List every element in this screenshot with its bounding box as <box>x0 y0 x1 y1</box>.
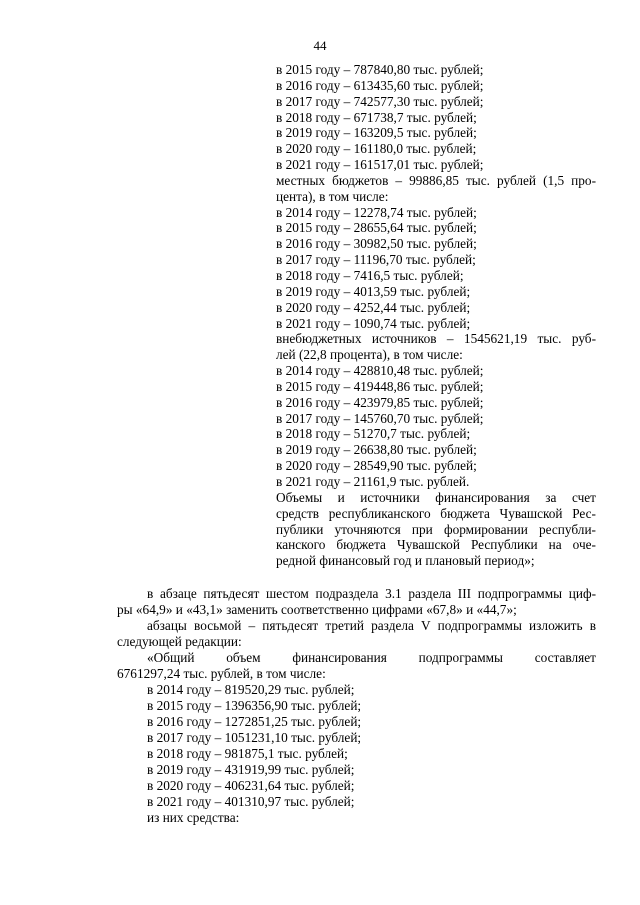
right-column-line: в 2017 году – 742577,30 тыс. рублей; <box>276 94 484 109</box>
right-column-line: в 2021 году – 1090,74 тыс. рублей; <box>276 316 471 331</box>
right-column-line: в 2018 году – 51270,7 тыс. рублей; <box>276 426 471 441</box>
body-line: из них средства: <box>147 810 240 825</box>
right-column-line: внебюджетных источников – 1545621,19 тыс. руб- <box>276 331 596 346</box>
right-column-line: в 2016 году – 613435,60 тыс. рублей; <box>276 78 484 93</box>
body-line: в 2018 году – 981875,1 тыс. рублей; <box>147 746 348 761</box>
page-number: 44 <box>313 38 327 53</box>
right-column-line: в 2015 году – 787840,80 тыс. рублей; <box>276 62 484 77</box>
right-column-line: в 2020 году – 28549,90 тыс. рублей; <box>276 458 477 473</box>
right-column-line: в 2021 году – 161517,01 тыс. рублей; <box>276 157 484 172</box>
body-line: в 2020 году – 406231,64 тыс. рублей; <box>147 778 355 793</box>
right-column-line: канского бюджета Чувашской Республики на оче- <box>276 537 596 552</box>
body-line: в 2017 году – 1051231,10 тыс. рублей; <box>147 730 362 745</box>
right-column-line: средств республиканского бюджета Чувашской Рес- <box>276 506 596 521</box>
body-line: абзацы восьмой – пятьдесят третий раздела V подпрограммы изложить в <box>147 618 596 633</box>
right-column-line: в 2019 году – 163209,5 тыс. рублей; <box>276 125 477 140</box>
right-column-line: в 2015 году – 28655,64 тыс. рублей; <box>276 220 477 235</box>
body-line: в 2019 году – 431919,99 тыс. рублей; <box>147 762 355 777</box>
right-column-line: в 2020 году – 161180,0 тыс. рублей; <box>276 141 477 156</box>
right-column-line: в 2016 году – 423979,85 тыс. рублей; <box>276 395 484 410</box>
right-column-line: в 2020 году – 4252,44 тыс. рублей; <box>276 300 471 315</box>
right-column-line: в 2016 году – 30982,50 тыс. рублей; <box>276 236 477 251</box>
body-line: в 2021 году – 401310,97 тыс. рублей; <box>147 794 355 809</box>
body-line: в 2016 году – 1272851,25 тыс. рублей; <box>147 714 362 729</box>
body-line: следующей редакции: <box>117 634 242 649</box>
right-column-line: в 2019 году – 4013,59 тыс. рублей; <box>276 284 471 299</box>
right-column-line: в 2015 году – 419448,86 тыс. рублей; <box>276 379 484 394</box>
right-column-line: местных бюджетов – 99886,85 тыс. рублей (1,5 про- <box>276 173 596 188</box>
right-column-line: в 2014 году – 428810,48 тыс. рублей; <box>276 363 484 378</box>
body-line: в 2014 году – 819520,29 тыс. рублей; <box>147 682 355 697</box>
right-column-line: в 2018 году – 671738,7 тыс. рублей; <box>276 110 477 125</box>
right-column-line: в 2019 году – 26638,80 тыс. рублей; <box>276 442 477 457</box>
right-column-line: в 2017 году – 11196,70 тыс. рублей; <box>276 252 476 267</box>
right-column-line: цента), в том числе: <box>276 189 389 204</box>
right-column-line: редной финансовый год и плановый период»; <box>276 553 535 568</box>
right-column-line: в 2021 году – 21161,9 тыс. рублей. <box>276 474 470 489</box>
right-column-line: публики уточняются при формировании республи- <box>276 522 596 537</box>
right-column-line: в 2017 году – 145760,70 тыс. рублей; <box>276 411 484 426</box>
body-line: в абзаце пятьдесят шестом подраздела 3.1 раздела III подпрограммы циф- <box>147 586 596 601</box>
body-line: 6761297,24 тыс. рублей, в том числе: <box>117 666 326 681</box>
body-line: ры «64,9» и «43,1» заменить соответственно цифрами «67,8» и «44,7»; <box>117 602 517 617</box>
right-column-line: в 2014 году – 12278,74 тыс. рублей; <box>276 205 477 220</box>
right-column-line: в 2018 году – 7416,5 тыс. рублей; <box>276 268 464 283</box>
body-line: в 2015 году – 1396356,90 тыс. рублей; <box>147 698 362 713</box>
right-column-line: Объемы и источники финансирования за счет <box>276 490 596 505</box>
body-line: «Общий объем финансирования подпрограммы составляет <box>147 650 596 665</box>
right-column-line: лей (22,8 процента), в том числе: <box>276 347 463 362</box>
